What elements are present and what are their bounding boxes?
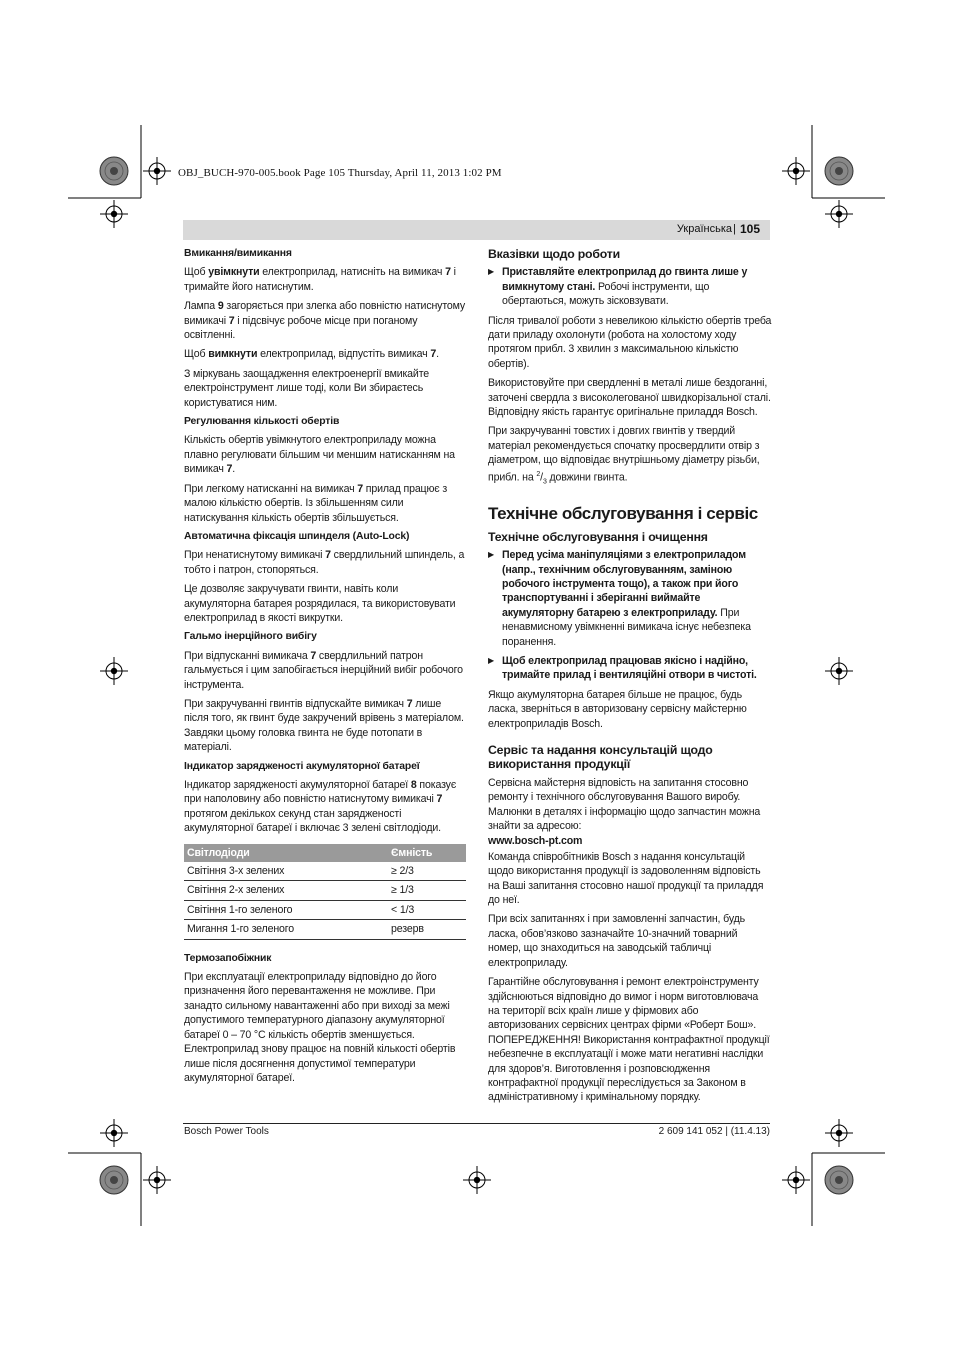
paragraph: Лампа 9 загоряється при злегка або повністю натиснутому вимикачі 7 і підсвічує робоче місце при поганому освітленні. — [184, 300, 466, 342]
section-title-speed: Регулювання кількості обертів — [184, 416, 340, 428]
left-column — [184, 247, 467, 1090]
section-title-battery-indicator: Індикатор зарядженості акумуляторної батареї — [184, 760, 420, 772]
chapter-title-maintenance: Технічне обслуговування і сервіс — [488, 503, 758, 523]
footer-doc-number: 2 609 141 052 | (11.4.13) — [658, 1126, 770, 1137]
paragraph: При закручуванні товстих і довгих гвинтів у твердий матеріал рекомендується спочатку просвердлити отвір з діаметром, що відповідає внутрішньому діаметру різьби, прибл. на $^2/_3$ довжини гвинта. — [488, 425, 760, 486]
section-title-auto-lock: Автоматична фіксація шпинделя (Auto-Lock) — [184, 530, 410, 542]
paragraph: Сервісна майстерня відповість на запитання стосовно ремонту і технічного обслуговування Вашого виробу. Малюнки в деталях і інформацію щодо запчастин можна знайти за адресою: — [488, 776, 761, 833]
paragraph: З міркувань заощадження електроенергії вмикайте електроінструмент лише тоді, коли Ви збираєтесь користуватися ним. — [184, 367, 430, 409]
bullet-item: ▶ Перед усіма маніпуляціями з електроприладом (напр., технічним обслуговуванням, заміною робочого інструмента тощо), а також при його транспортуванні і зберіганні виймайте акумуляторну батарею з електроприладу. При ненавмисному увімкненні вимикача існує небезпека поранення. — [488, 549, 751, 648]
paragraph: Це дозволяє закручувати гвинти, навіть коли акумуляторна батарея розрядилася, та використовувати електроприлад в якості викрутки. — [184, 583, 456, 624]
column-header: Світлодіоди — [184, 844, 388, 862]
table-row — [184, 920, 466, 939]
table-row — [184, 900, 466, 919]
paragraph: Команда співробітників Bosch з надання консультацій щодо використання продукції із задоволенням відповість на Ваші запитання стосовно нашої продукції та приладдя до неї. — [488, 850, 764, 907]
table-cell: Світіння 2-х зелених — [184, 881, 388, 900]
paragraph: При закручуванні гвинтів відпускайте вимикач 7 лише після того, як гвинт буде закручений врівень з матеріалом. Завдяки цьому головка гвинта не буде потопати в матеріалі. — [184, 697, 464, 754]
section-title-work-tips: Вказівки щодо роботи — [488, 247, 620, 261]
paragraph: Гарантійне обслуговування і ремонт електроінструменту здійснюються відповідно до вимог і норм виготовлювача на території всіх країн лише у фірмових або авторизованих сервісних центрах фірми «Роберт Бош». ПОПЕРЕДЖЕННЯ! Використання контрафактної продукції небезпечне в експлуатації і може мати негативні наслідки для здоров’я. Виготовлення і розповсюдження контрафактної продукції переслідується за Законом в адміністративному і кримінальному порядку. — [488, 976, 770, 1104]
column-header: Ємність — [388, 844, 466, 862]
arrow-bullet-icon: ▶ — [488, 655, 495, 665]
print-header: OBJ_BUCH-970-005.book Page 105 Thursday, April 11, 2013 1:02 PM — [178, 167, 502, 179]
arrow-bullet-icon: ▶ — [488, 550, 495, 560]
right-column — [488, 247, 772, 1110]
bullet-item: ▶ Щоб електроприлад працював якісно і надійно, тримайте прилад і вентиляційні отвори в чистоті. — [488, 654, 757, 682]
footer-brand: Bosch Power Tools — [184, 1126, 269, 1137]
section-title-cleaning: Технічне обслуговування і очищення — [488, 529, 708, 544]
paragraph: При експлуатації електроприладу відповідно до його призначення його перевантаження не можливе. При занадто сильному навантаженні або при виході за межі допустимого температурного діапазону акумуляторної батареї 0 – 70 °C кількість обертів зменшується. Електроприлад знову працює на повній кількості обертів лише після досягнення допустимої температури акумуляторної батареї. — [184, 971, 456, 1084]
table-cell: ≥ 1/3 — [388, 881, 466, 900]
table-cell: Мигання 1-го зеленого — [184, 920, 388, 939]
arrow-bullet-icon: ▶ — [488, 267, 495, 277]
battery-indicator-table — [184, 844, 466, 940]
paragraph: Щоб вимкнути електроприлад, відпустіть вимикач 7. — [184, 348, 439, 361]
service-url-link[interactable]: www.bosch-pt.com — [488, 835, 583, 848]
table-cell: резерв — [388, 920, 466, 939]
table-header-row — [184, 844, 466, 862]
paragraph: Використовуйте при свердленні в металі лише бездоганні, заточені свердла з високолегованої швидкорізальної сталі. Відповідну якість гарантує оригінальне приладдя Bosch. — [488, 377, 771, 419]
bullet-item: ▶ Приставляйте електроприлад до гвинта лише у вимкнутому стані. Робочі інструменти, що обертаються, можуть зісковзувати. — [488, 266, 748, 308]
paragraph: При всіх запитаннях і при замовленні запчастин, будь ласка, обов’язково зазначайте 10-значний товарний номер, що знаходиться на заводській табличці електроприладу. — [488, 913, 746, 969]
table-cell: < 1/3 — [388, 900, 466, 919]
paragraph: Якщо акумуляторна батарея більше не працює, будь ласка, зверніться в авторизовану сервісну майстерню електроприладів Bosch. — [488, 688, 747, 730]
section-title-service: Сервіс та надання консультацій щодо використання продукції — [488, 743, 713, 772]
paragraph: При відпусканні вимикача 7 свердлильний патрон гальмується і цим запобігається інерційний вибіг робочого інструмента. — [184, 649, 463, 691]
header-separator: | — [733, 223, 736, 235]
language-label: Українська — [676, 223, 732, 235]
section-title-brake: Гальмо інерційного вибігу — [184, 631, 317, 643]
section-title-switch: Вмикання/вимикання — [184, 248, 292, 259]
table-row — [184, 862, 466, 881]
footer-rule — [183, 1123, 770, 1124]
paragraph: При ненатиснутому вимикачі 7 свердлильний шпиндель, а тобто і патрон, стопоряться. — [184, 549, 465, 576]
table-cell: Світіння 3-х зелених — [184, 862, 388, 881]
paragraph: Після тривалої роботи з невеликою кількістю обертів треба дати приладу охолонути (робота на холостому ходу протягом прибл. 3 хвилин з максимальною кількістю обертів). — [488, 314, 772, 370]
section-title-thermal-protection: Термозапобіжник — [184, 952, 272, 964]
paragraph: Кількість обертів увімкнутого електроприладу можна плавно регулювати більшим чи меншим натисканням на вимикач 7. — [184, 434, 455, 476]
page-header-bar — [183, 220, 770, 240]
page-number: 105 — [739, 222, 760, 236]
table-row — [184, 881, 466, 900]
table-cell: ≥ 2/3 — [388, 862, 466, 881]
table-cell: Світіння 1-го зеленого — [184, 900, 388, 919]
paragraph: При легкому натисканні на вимикач 7 прилад працює з малою кількістю обертів. Із збільшенням сили натискування кількість обертів збільшується. — [184, 482, 448, 524]
paragraph: Індикатор зарядженості акумуляторної батареї 8 показує при наполовину або повністю натиснутому вимикачі 7 протягом декількох секунд стан зарядженості акумуляторної батареї і включає 3 зелені світлодіоди. — [184, 779, 457, 835]
paragraph: Щоб увімкнути електроприлад, натисніть на вимикач 7 і тримайте його натиснутим. — [184, 266, 456, 293]
